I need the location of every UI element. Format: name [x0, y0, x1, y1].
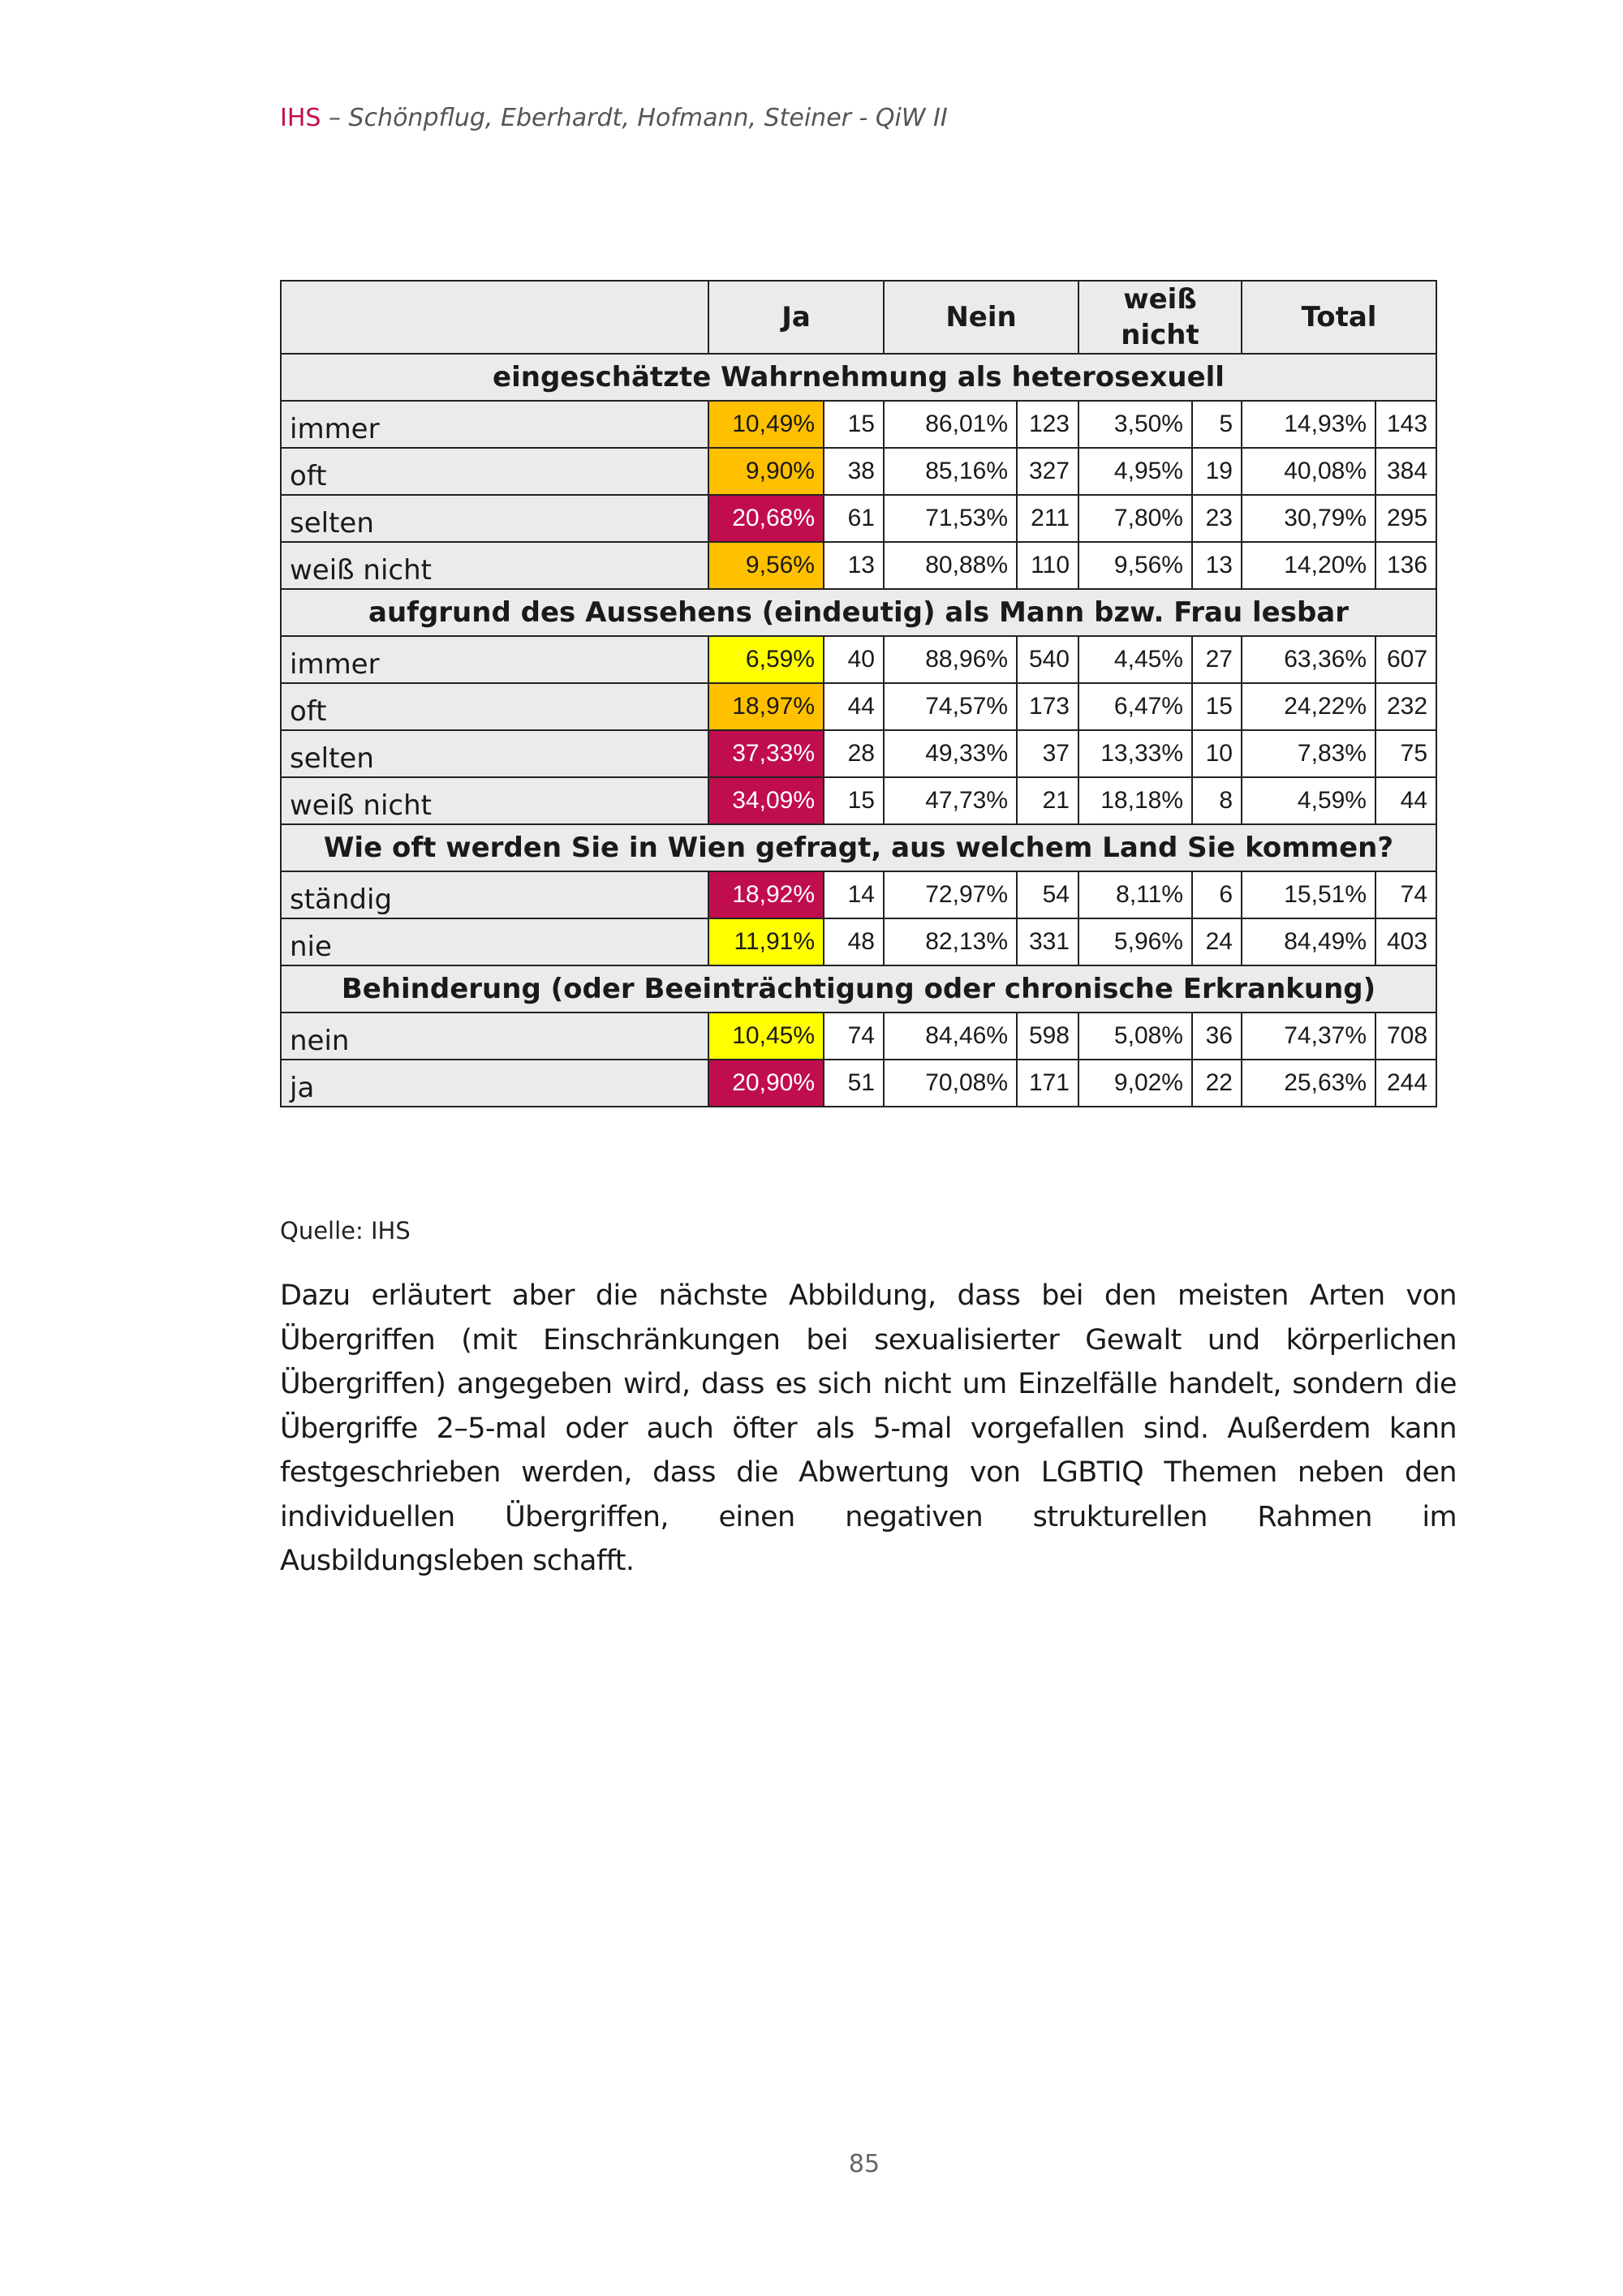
weiss-nicht-count-cell: 27 [1192, 636, 1242, 683]
weiss-nicht-percent-cell: 4,45% [1078, 636, 1192, 683]
total-count-cell: 244 [1375, 1060, 1436, 1107]
ja-percent-cell: 18,92% [708, 871, 824, 918]
section-title: Wie oft werden Sie in Wien gefragt, aus welchem Land Sie kommen? [281, 824, 1436, 871]
ja-percent-cell: 6,59% [708, 636, 824, 683]
weiss-nicht-count-cell: 19 [1192, 448, 1242, 495]
total-percent-cell: 25,63% [1242, 1060, 1375, 1107]
nein-count-cell: 37 [1017, 730, 1078, 777]
nein-percent-cell: 84,46% [884, 1013, 1017, 1060]
column-header-nein: Nein [884, 281, 1078, 354]
weiss-nicht-count-cell: 24 [1192, 918, 1242, 965]
weiss-nicht-count-cell: 23 [1192, 495, 1242, 542]
weiss-nicht-percent-cell: 7,80% [1078, 495, 1192, 542]
section-title: eingeschätzte Wahrnehmung als heterosexuell [281, 354, 1436, 401]
total-count-cell: 403 [1375, 918, 1436, 965]
row-label: weiß nicht [281, 542, 708, 589]
ja-count-cell: 40 [824, 636, 884, 683]
table-body [281, 281, 1436, 1107]
total-percent-cell: 30,79% [1242, 495, 1375, 542]
ja-count-cell: 13 [824, 542, 884, 589]
weiss-nicht-percent-cell: 6,47% [1078, 683, 1192, 730]
section-header-row [281, 354, 1436, 401]
source-note: Quelle: IHS [280, 1217, 411, 1245]
weiss-nicht-percent-cell: 8,11% [1078, 871, 1192, 918]
ja-count-cell: 48 [824, 918, 884, 965]
row-label: nein [281, 1013, 708, 1060]
nein-percent-cell: 70,08% [884, 1060, 1017, 1107]
row-label: ständig [281, 871, 708, 918]
nein-percent-cell: 88,96% [884, 636, 1017, 683]
nein-percent-cell: 82,13% [884, 918, 1017, 965]
nein-percent-cell: 80,88% [884, 542, 1017, 589]
nein-percent-cell: 72,97% [884, 871, 1017, 918]
table-row [281, 448, 1436, 495]
ja-percent-cell: 11,91% [708, 918, 824, 965]
weiss-nicht-percent-cell: 3,50% [1078, 401, 1192, 448]
row-label: weiß nicht [281, 777, 708, 824]
table-row [281, 542, 1436, 589]
nein-percent-cell: 85,16% [884, 448, 1017, 495]
weiss-nicht-percent-cell: 13,33% [1078, 730, 1192, 777]
row-label: selten [281, 495, 708, 542]
weiss-nicht-percent-cell: 9,56% [1078, 542, 1192, 589]
table-row [281, 871, 1436, 918]
table-header-row [281, 281, 1436, 354]
nein-count-cell: 211 [1017, 495, 1078, 542]
ja-count-cell: 74 [824, 1013, 884, 1060]
ja-count-cell: 14 [824, 871, 884, 918]
header-authors: – Schönpflug, Eberhardt, Hofmann, Steiner - QiW II [321, 104, 948, 132]
total-count-cell: 295 [1375, 495, 1436, 542]
nein-percent-cell: 47,73% [884, 777, 1017, 824]
nein-count-cell: 173 [1017, 683, 1078, 730]
table-row [281, 918, 1436, 965]
header-empty-cell [281, 281, 708, 354]
section-title: aufgrund des Aussehens (eindeutig) als Mann bzw. Frau lesbar [281, 589, 1436, 636]
total-count-cell: 136 [1375, 542, 1436, 589]
table-row [281, 1013, 1436, 1060]
body-paragraph: Dazu erläutert aber die nächste Abbildung, dass bei den meisten Arten von Übergriffen (mit Einschränkungen bei sexualisierter Gewalt und körperlichen Übergriffen) angegeben wird, dass es sich nicht um Einzelfälle handelt, sondern die Übergriffe 2–5-mal oder auch öfter als 5-mal vorgefallen sind. Außerdem kann festgeschrieben werden, dass die Abwertung von LGBTIQ Themen neben den individuellen Übergriffen, einen negativen strukturellen Rahmen im Ausbildungsleben schafft. [280, 1279, 1457, 1577]
nein-count-cell: 327 [1017, 448, 1078, 495]
column-header-ja: Ja [708, 281, 884, 354]
total-percent-cell: 74,37% [1242, 1013, 1375, 1060]
total-count-cell: 74 [1375, 871, 1436, 918]
table-row [281, 730, 1436, 777]
ja-percent-cell: 37,33% [708, 730, 824, 777]
total-count-cell: 708 [1375, 1013, 1436, 1060]
nein-count-cell: 21 [1017, 777, 1078, 824]
ja-count-cell: 15 [824, 777, 884, 824]
header-brand: IHS [280, 104, 321, 132]
section-header-row [281, 965, 1436, 1013]
section-header-row [281, 589, 1436, 636]
page-number: 85 [848, 2150, 880, 2178]
total-percent-cell: 4,59% [1242, 777, 1375, 824]
results-table [280, 280, 1437, 1107]
running-header [280, 104, 948, 132]
table-row [281, 636, 1436, 683]
weiss-nicht-count-cell: 15 [1192, 683, 1242, 730]
weiss-nicht-count-cell: 10 [1192, 730, 1242, 777]
weiss-nicht-count-cell: 36 [1192, 1013, 1242, 1060]
weiss-nicht-count-cell: 13 [1192, 542, 1242, 589]
weiss-nicht-count-cell: 5 [1192, 401, 1242, 448]
row-label: nie [281, 918, 708, 965]
nein-count-cell: 171 [1017, 1060, 1078, 1107]
total-count-cell: 384 [1375, 448, 1436, 495]
weiss-nicht-percent-cell: 5,96% [1078, 918, 1192, 965]
column-header-weiss-nicht: weiß nicht [1078, 281, 1242, 354]
table-row [281, 1060, 1436, 1107]
ja-percent-cell: 10,45% [708, 1013, 824, 1060]
total-percent-cell: 84,49% [1242, 918, 1375, 965]
table-row [281, 777, 1436, 824]
nein-count-cell: 598 [1017, 1013, 1078, 1060]
weiss-nicht-percent-cell: 4,95% [1078, 448, 1192, 495]
nein-count-cell: 110 [1017, 542, 1078, 589]
ja-percent-cell: 9,90% [708, 448, 824, 495]
weiss-nicht-count-cell: 22 [1192, 1060, 1242, 1107]
weiss-nicht-count-cell: 8 [1192, 777, 1242, 824]
nein-count-cell: 54 [1017, 871, 1078, 918]
total-percent-cell: 15,51% [1242, 871, 1375, 918]
ja-count-cell: 44 [824, 683, 884, 730]
column-header-total: Total [1242, 281, 1436, 354]
ja-percent-cell: 9,56% [708, 542, 824, 589]
row-label: immer [281, 636, 708, 683]
total-count-cell: 232 [1375, 683, 1436, 730]
row-label: ja [281, 1060, 708, 1107]
weiss-nicht-count-cell: 6 [1192, 871, 1242, 918]
ja-count-cell: 51 [824, 1060, 884, 1107]
nein-count-cell: 123 [1017, 401, 1078, 448]
ja-count-cell: 15 [824, 401, 884, 448]
ja-percent-cell: 10,49% [708, 401, 824, 448]
total-percent-cell: 40,08% [1242, 448, 1375, 495]
nein-percent-cell: 71,53% [884, 495, 1017, 542]
total-percent-cell: 24,22% [1242, 683, 1375, 730]
ja-percent-cell: 20,68% [708, 495, 824, 542]
total-percent-cell: 14,20% [1242, 542, 1375, 589]
table-row [281, 401, 1436, 448]
nein-percent-cell: 86,01% [884, 401, 1017, 448]
total-count-cell: 143 [1375, 401, 1436, 448]
row-label: oft [281, 448, 708, 495]
ja-percent-cell: 34,09% [708, 777, 824, 824]
total-percent-cell: 7,83% [1242, 730, 1375, 777]
ja-count-cell: 38 [824, 448, 884, 495]
weiss-nicht-percent-cell: 5,08% [1078, 1013, 1192, 1060]
ja-percent-cell: 20,90% [708, 1060, 824, 1107]
ja-percent-cell: 18,97% [708, 683, 824, 730]
total-percent-cell: 63,36% [1242, 636, 1375, 683]
nein-count-cell: 540 [1017, 636, 1078, 683]
weiss-nicht-percent-cell: 18,18% [1078, 777, 1192, 824]
weiss-nicht-percent-cell: 9,02% [1078, 1060, 1192, 1107]
row-label: immer [281, 401, 708, 448]
table-row [281, 683, 1436, 730]
section-title: Behinderung (oder Beeinträchtigung oder chronische Erkrankung) [281, 965, 1436, 1013]
nein-count-cell: 331 [1017, 918, 1078, 965]
row-label: selten [281, 730, 708, 777]
nein-percent-cell: 74,57% [884, 683, 1017, 730]
table-row [281, 495, 1436, 542]
row-label: oft [281, 683, 708, 730]
total-count-cell: 607 [1375, 636, 1436, 683]
nein-percent-cell: 49,33% [884, 730, 1017, 777]
section-header-row [281, 824, 1436, 871]
total-percent-cell: 14,93% [1242, 401, 1375, 448]
ja-count-cell: 61 [824, 495, 884, 542]
total-count-cell: 44 [1375, 777, 1436, 824]
total-count-cell: 75 [1375, 730, 1436, 777]
ja-count-cell: 28 [824, 730, 884, 777]
